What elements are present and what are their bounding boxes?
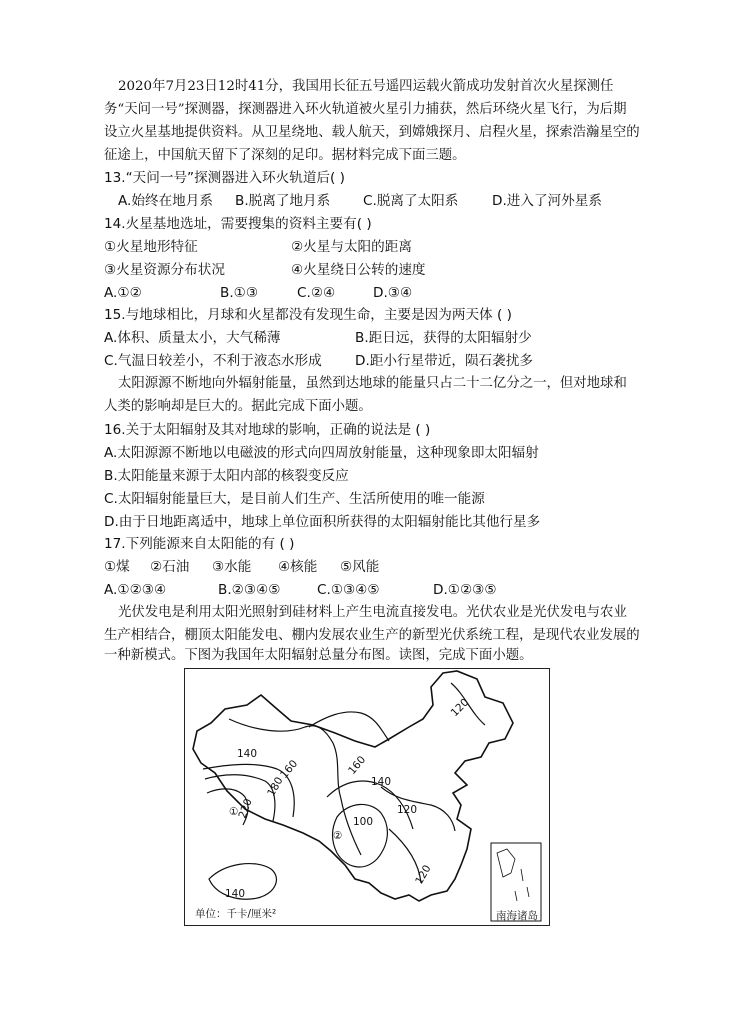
map-label-180: 180 bbox=[265, 775, 286, 799]
q14-item-3: ③火星资源分布状况 bbox=[104, 262, 225, 278]
region-1-label: ① bbox=[229, 806, 239, 818]
q14-option-b[interactable]: B.①③ bbox=[220, 285, 259, 301]
q15-option-a[interactable]: A.体积、质量太小，大气稀薄 bbox=[104, 330, 281, 346]
q16-option-c[interactable]: C.太阳辐射能量巨大，是目前人们生产、生活所使用的唯一能源 bbox=[104, 491, 485, 507]
q13-stem: 13.“天问一号”探测器进入环火轨道后( ) bbox=[104, 170, 345, 186]
q13-option-a[interactable]: A.始终在地月系 bbox=[118, 193, 213, 209]
q15-option-b[interactable]: B.距日远，获得的太阳辐射少 bbox=[355, 330, 532, 346]
intro-line-1: 2020年7月23日12时41分，我国用长征五号遥四运载火箭成功发射首次火星探测任 bbox=[118, 79, 614, 94]
q13-option-c[interactable]: C.脱离了太阳系 bbox=[363, 193, 459, 209]
q17-item-3: ③水能 bbox=[212, 559, 252, 575]
map-label-160-west: 160 bbox=[278, 757, 301, 781]
q15-option-d[interactable]: D.距小行星带近，陨石袭扰多 bbox=[355, 353, 533, 369]
intro-line-2: 务“天问一号”探测器，探测器进入环火轨道被火星引力捕获，然后环绕火星飞行，为后期 bbox=[104, 102, 627, 117]
intro2-line-1: 太阳源源不断地向外辐射能量，虽然到达地球的能量只占二十二亿分之一，但对地球和 bbox=[118, 376, 627, 391]
q17-option-d[interactable]: D.①②③⑤ bbox=[433, 582, 497, 598]
contour-160-north bbox=[309, 712, 389, 741]
intro3-line-2: 生产相结合，棚顶太阳能发电、棚内发展农业生产的新型光伏系统工程，是现代农业发展的 bbox=[104, 628, 640, 643]
q14-item-2: ②火星与太阳的距离 bbox=[291, 239, 412, 255]
q17-item-4: ④核能 bbox=[278, 559, 318, 575]
solar-radiation-map bbox=[184, 668, 550, 926]
map-label-120-south: 120 bbox=[413, 863, 434, 887]
q17-item-1: ①煤 bbox=[104, 559, 130, 575]
q13-option-d[interactable]: D.进入了河外星系 bbox=[492, 193, 602, 209]
q16-option-a[interactable]: A.太阳源源不断地以电磁波的形式向四周放射能量，这种现象即太阳辐射 bbox=[104, 445, 539, 461]
q16-option-d[interactable]: D.由于日地距离适中，地球上单位面积所获得的太阳辐射能比其他行星多 bbox=[104, 514, 541, 530]
map-label-140-west: 140 bbox=[237, 748, 258, 760]
q16-stem: 16.关于太阳辐射及其对地球的影响，正确的说法是 ( ) bbox=[104, 422, 431, 438]
q14-item-4: ④火星绕日公转的速度 bbox=[291, 262, 426, 278]
inset-label: 南海诸岛 bbox=[496, 910, 538, 922]
q17-option-b[interactable]: B.②③④⑤ bbox=[218, 582, 281, 598]
china-outline-map bbox=[185, 669, 549, 925]
q14-option-d[interactable]: D.③④ bbox=[373, 285, 413, 301]
q15-option-c[interactable]: C.气温日较差小，不利于液态水形成 bbox=[104, 353, 322, 369]
q14-stem: 14.火星基地选址，需要搜集的资料主要有( ) bbox=[104, 216, 372, 232]
map-label-220: 220 bbox=[236, 797, 255, 821]
intro3-line-1: 光伏发电是利用太阳光照射到硅材料上产生电流直接发电。光伏农业是光伏发电与农业 bbox=[118, 605, 627, 620]
q17-option-a[interactable]: A.①②③④ bbox=[104, 582, 167, 598]
intro-line-3: 设立火星基地提供资料。从卫星绕地、载人航天，到嫦娥探月、启程火星，探索浩瀚星空的 bbox=[104, 125, 640, 140]
map-label-140-south: 140 bbox=[225, 888, 246, 900]
map-unit-label: 单位：千卡/厘米² bbox=[195, 908, 277, 920]
q17-option-c[interactable]: C.①③④⑤ bbox=[317, 582, 380, 598]
map-label-160-north: 160 bbox=[346, 753, 369, 777]
q14-option-a[interactable]: A.①② bbox=[104, 285, 142, 301]
map-label-100: 100 bbox=[353, 816, 374, 828]
intro3-line-3: 一种新模式。下图为我国年太阳辐射总量分布图。读图，完成下面小题。 bbox=[104, 648, 533, 663]
map-label-120-central: 120 bbox=[397, 804, 418, 816]
q14-item-1: ①火星地形特征 bbox=[104, 239, 198, 255]
map-label-120-northeast: 120 bbox=[448, 696, 472, 720]
q17-item-2: ②石油 bbox=[150, 559, 190, 575]
intro2-line-2: 人类的影响却是巨大的。据此完成下面小题。 bbox=[104, 399, 372, 414]
region-2-label: ② bbox=[333, 830, 343, 842]
q17-item-5: ⑤风能 bbox=[340, 559, 380, 575]
q16-option-b[interactable]: B.太阳能量来源于太阳内部的核裂变反应 bbox=[104, 468, 349, 484]
intro-line-4: 征途上，中国航天留下了深刻的足印。据材料完成下面三题。 bbox=[104, 148, 466, 163]
contour-120-central bbox=[381, 787, 455, 831]
map-label-140-central: 140 bbox=[371, 776, 392, 788]
q17-stem: 17.下列能源来自太阳能的有 ( ) bbox=[104, 536, 295, 552]
q14-option-c[interactable]: C.②④ bbox=[297, 285, 336, 301]
q13-option-b[interactable]: B.脱离了地月系 bbox=[235, 193, 331, 209]
q15-stem: 15.与地球相比，月球和火星都没有发现生命，主要是因为两天体 ( ) bbox=[104, 307, 512, 323]
